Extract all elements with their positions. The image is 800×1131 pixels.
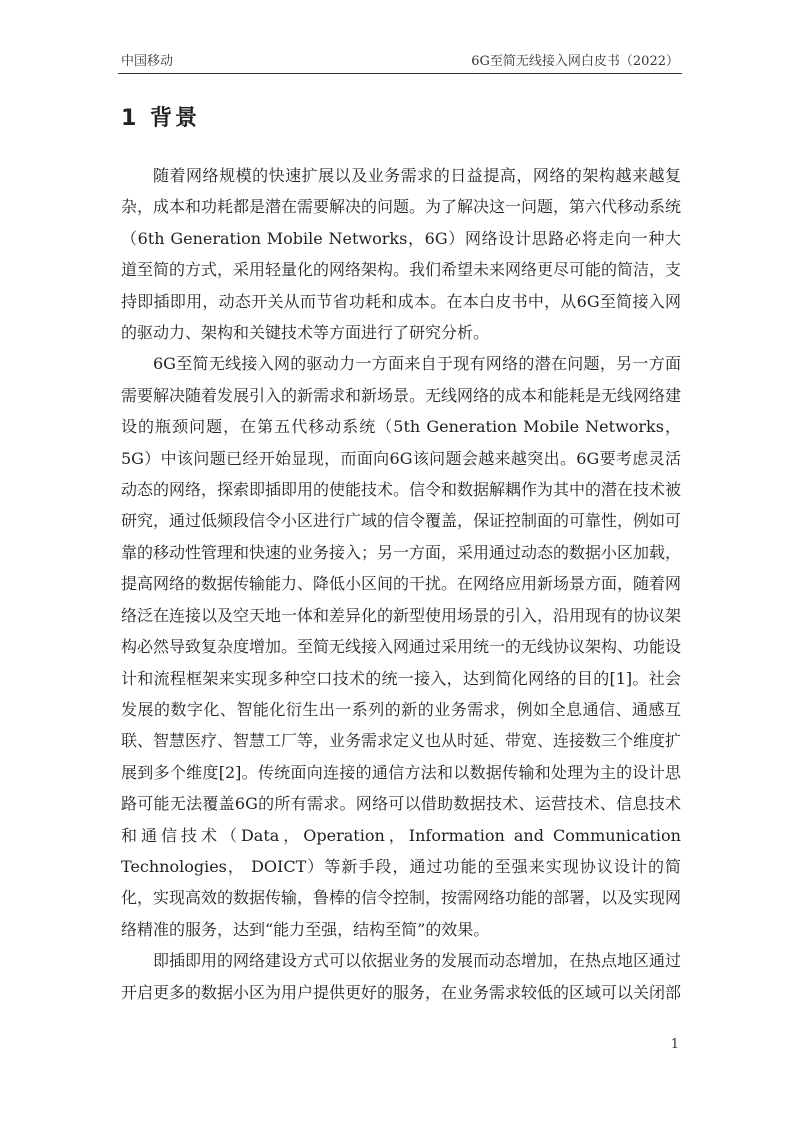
- header-divider: [118, 73, 682, 74]
- paragraph: 即插即用的网络建设方式可以依据业务的发展而动态增加，在热点地区通过开启更多的数据小区为用户提供更好的服务，在业务需求较低的区域可以关闭部: [121, 951, 682, 1002]
- paragraph: 随着网络规模的快速扩展以及业务需求的日益提高，网络的架构越来越复杂，成本和功耗都是潜在需要解决的问题。为了解决这一问题，第六代移动系统（6th Generation Mobile Networks，6G）网络设计思路必将走向一种大道至简的方式，采用轻量化的网络架构。我们希望未来网络更尽可能的简洁，支持即插即用，动态开关从而节省功耗和成本。在本白皮书中，从6G至简接入网的驱动力、架构和关键技术等方面进行了研究分析。: [121, 166, 682, 343]
- header-organization: 中国移动: [121, 54, 174, 69]
- header-document-title: 6G至简无线接入网白皮书（2022）: [471, 54, 679, 69]
- body-text: [121, 160, 681, 1008]
- section-title: 1 背景: [121, 106, 200, 131]
- paragraph: 6G至简无线接入网的驱动力一方面来自于现有网络的潜在问题，另一方面需要解决随着发展引入的新需求和新场景。无线网络的成本和能耗是无线网络建设的瓶颈问题，在第五代移动系统（5th Generation Mobile Networks，5G）中该问题已经开始显现，而面向6G该问题会越来越突出。6G要考虑灵活动态的网络，探索即插即用的使能技术。信令和数据解耦作为其中的潜在技术被研究，通过低频段信令小区进行广域的信令覆盖，保证控制面的可靠性，例如可靠的移动性管理和快速的业务接入；另一方面，采用通过动态的数据小区加载，提高网络的数据传输能力、降低小区间的干扰。在网络应用新场景方面，随着网络泛在连接以及空天地一体和差异化的新型使用场景的引入，沿用现有的协议架构必然导致复杂度增加。至简无线接入网通过采用统一的无线协议架构、功能设计和流程框架来实现多种空口技术的统一接入，达到简化网络的目的[1]。社会发展的数字化、智能化衍生出一系列的新的业务需求，例如全息通信、通感互联、智慧医疗、智慧工厂等，业务需求定义也从时延、带宽、连接数三个维度扩展到多个维度[2]。传统面向连接的通信方法和以数据传输和处理为主的设计思路可能无法覆盖6G的所有需求。网络可以借助数据技术、运营技术、信息技术和通信技术（Data，Operation，Information and Communication Technologies， DOICT）等新手段，通过功能的至强来实现协议设计的简化，实现高效的数据传输，鲁棒的信令控制，按需网络功能的部署，以及实现网络精准的服务，达到“能力至强，结构至简”的效果。: [121, 354, 682, 939]
- page-number: 1: [670, 1037, 679, 1052]
